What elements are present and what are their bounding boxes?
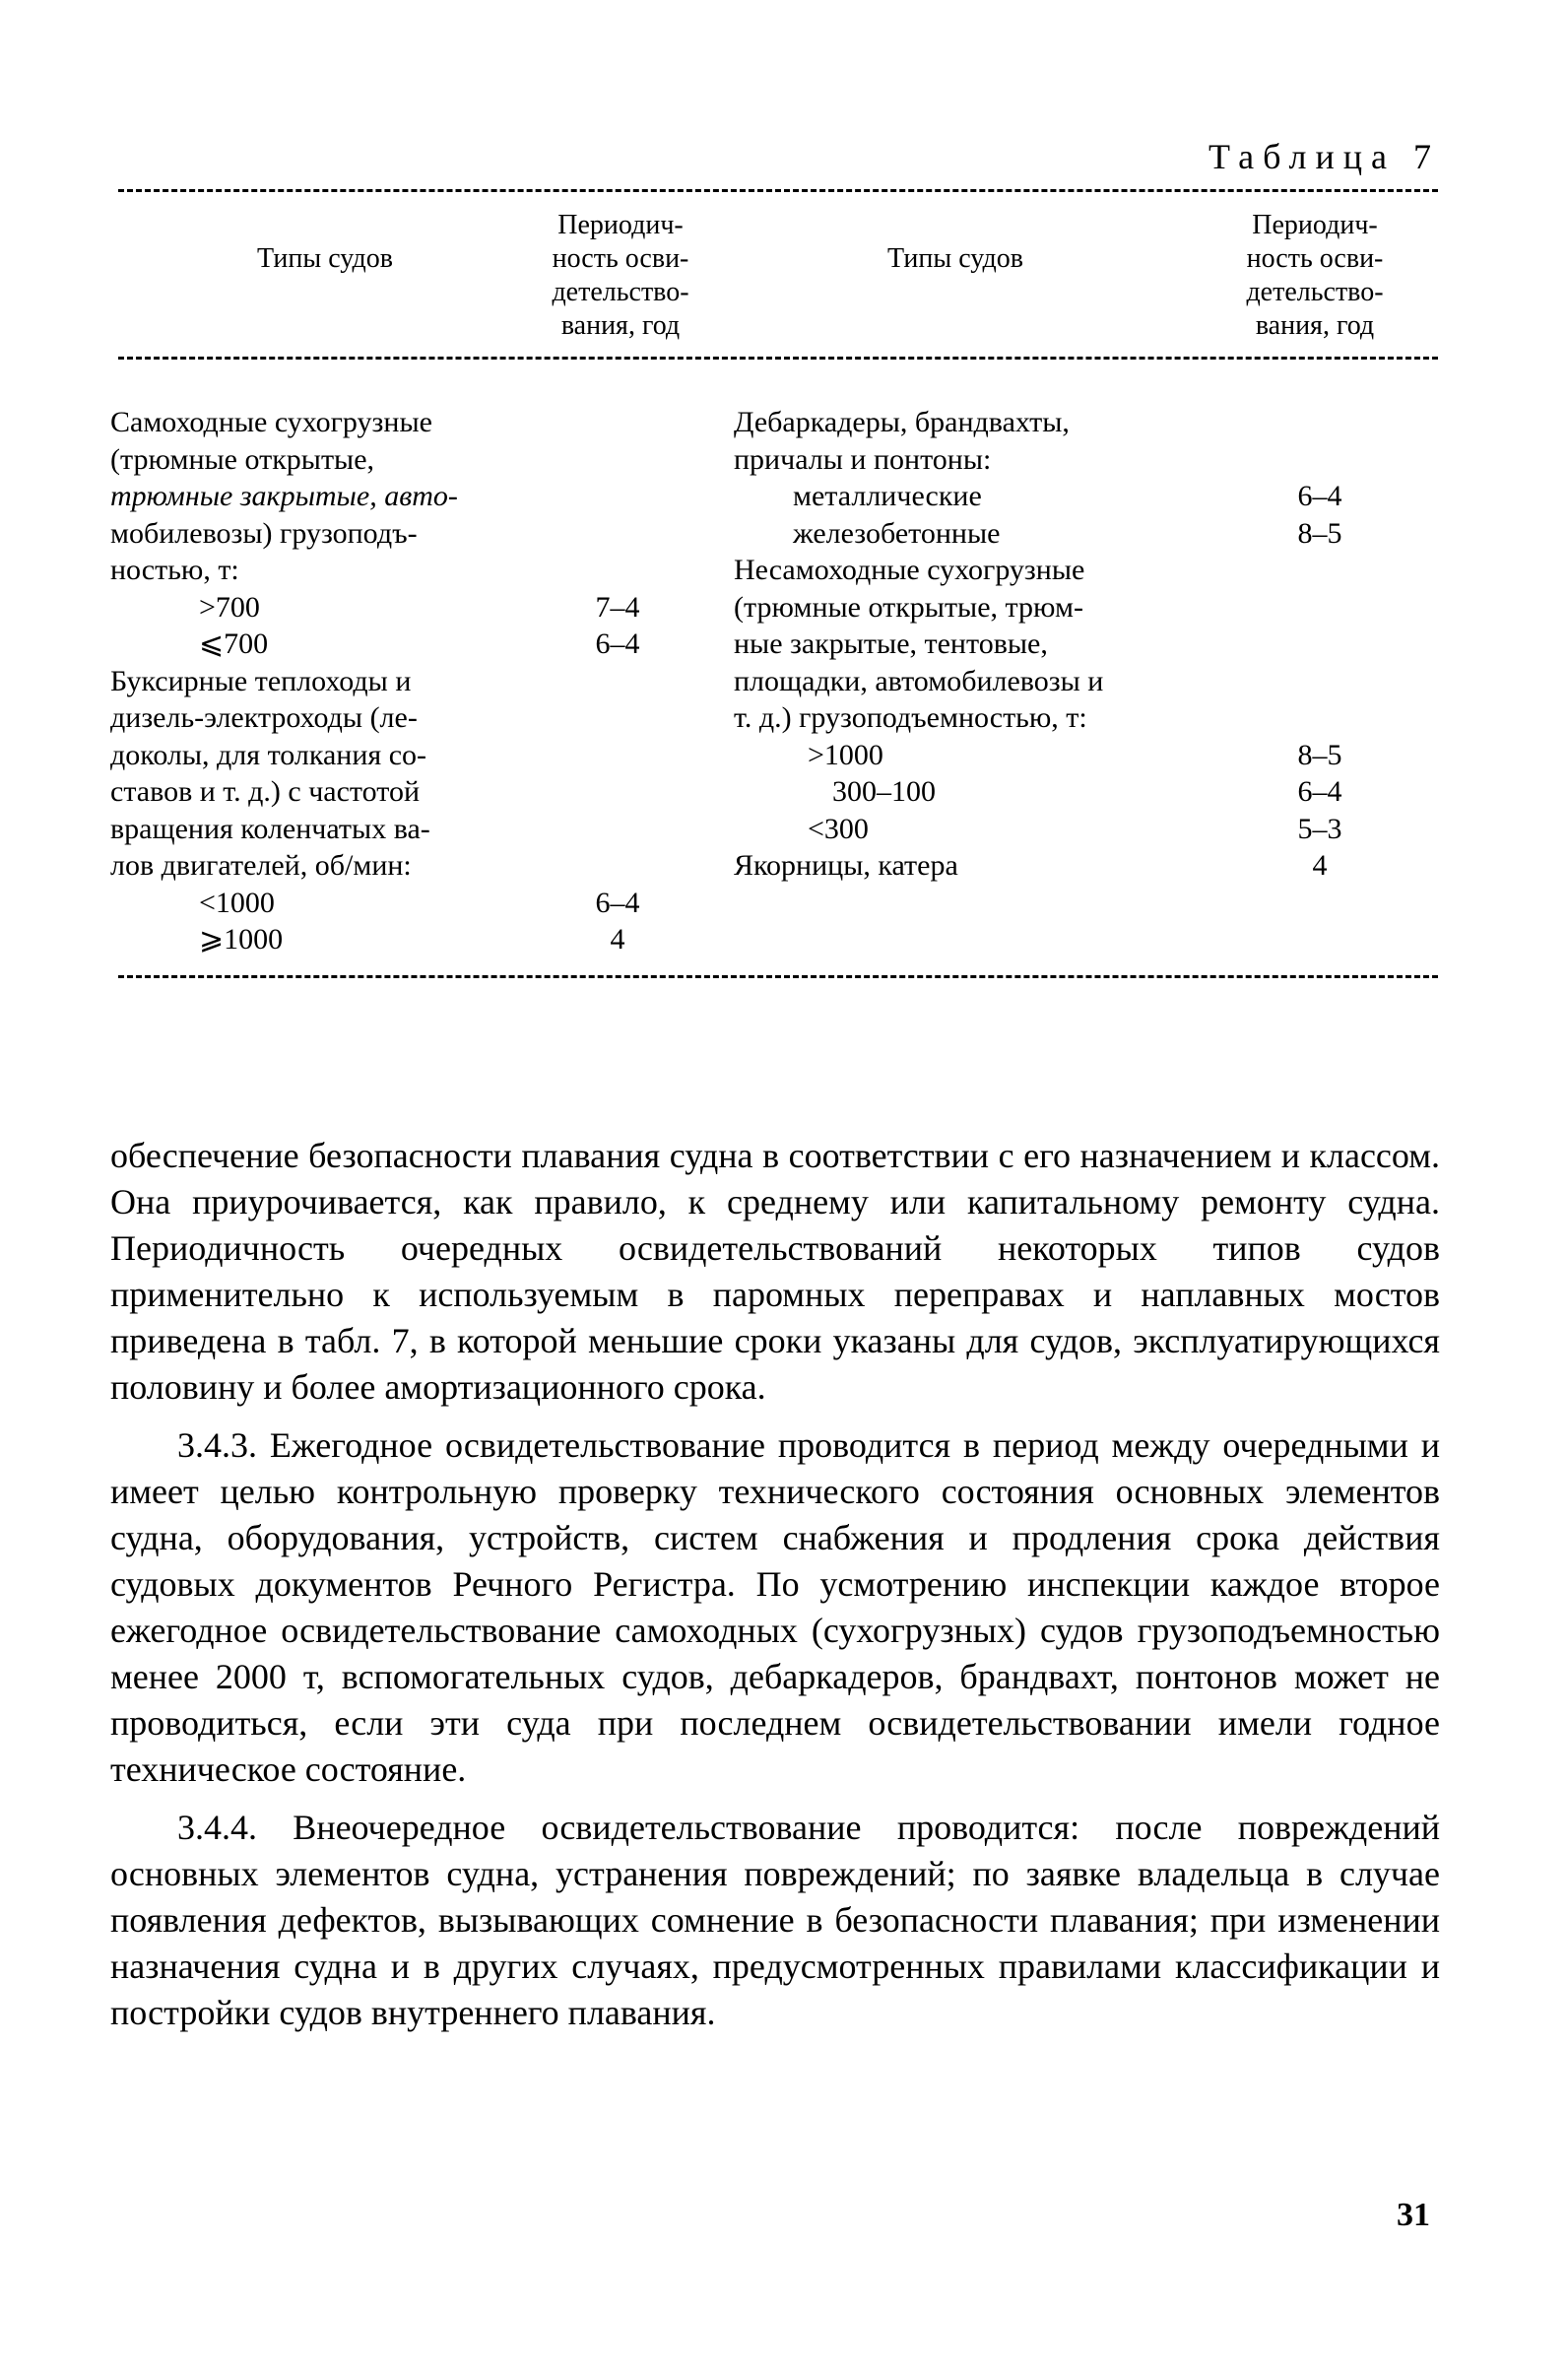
paragraph-3-4-4: 3.4.4. Внеочередное освидетельствование проводится: после повреждений основных элементов судна, устранения повреждений; по заявке владельца в случае появления дефектов, вызывающих сомнение в безопасности плавания; при изменении назначения судна и в других случаях, предусмотренных правилами классификации и постройки судов внутреннего плавания. <box>110 1808 1440 2032</box>
table-row-type: <300 <box>808 812 869 845</box>
table-row-periodicity <box>554 737 682 774</box>
table-row-periodicity <box>1261 699 1379 737</box>
table-right-types-column <box>734 404 1246 885</box>
table-row-periodicity: 5–3 <box>1297 812 1342 845</box>
header-periodicity-left: Периодич- ность осви- детельство- вания, год <box>552 210 689 341</box>
table-row-type: Буксирные теплоходы и <box>110 664 412 697</box>
table-row-type: Якорницы, катера <box>734 849 958 882</box>
table-row-type: доколы, для толкания со- <box>110 738 427 771</box>
header-types-left: Типы судов <box>257 243 393 274</box>
header-types-right: Типы судов <box>887 243 1023 274</box>
table-left-types-column <box>110 404 573 958</box>
table-row-type: >700 <box>199 590 260 624</box>
table-row-type: Дебаркадеры, брандвахты, <box>734 406 1070 438</box>
table-row-type: ные закрытые, тентовые, <box>734 627 1048 660</box>
table-row-periodicity: 6–4 <box>1297 775 1342 808</box>
table-row-type: вращения коленчатых ва- <box>110 812 430 845</box>
table-left-values-column <box>554 404 682 958</box>
table-row-type: дизель-электроходы (ле- <box>110 701 418 734</box>
table-row-periodicity: 8–5 <box>1297 516 1342 550</box>
table-row-periodicity: 6–4 <box>595 627 640 660</box>
table-row-type: т. д.) грузоподъемностью, т: <box>734 701 1087 734</box>
table-row-periodicity <box>1261 663 1379 700</box>
table-row-periodicity <box>554 441 682 479</box>
table-bottom-rule <box>118 975 1438 978</box>
table-row-type: лов двигателей, об/мин: <box>110 849 412 882</box>
table-row-type: причалы и понтоны: <box>734 442 992 476</box>
table-row-periodicity <box>554 478 682 515</box>
table-row-periodicity <box>554 515 682 553</box>
table-row-periodicity <box>1261 552 1379 589</box>
table-row-type: Самоходные сухогрузные <box>110 406 432 438</box>
table-title: Таблица 7 <box>1209 137 1440 176</box>
table-row-periodicity: 8–5 <box>1297 738 1342 771</box>
table-row-periodicity <box>554 699 682 737</box>
table-row-periodicity <box>1261 441 1379 479</box>
table-row-periodicity <box>1261 589 1379 627</box>
table-row-type: ностью, т: <box>110 554 239 586</box>
table-row-periodicity <box>554 552 682 589</box>
table-row-type: металлические <box>793 480 982 512</box>
table-right-values-column <box>1261 404 1379 885</box>
table-row-type: мобилевозы) грузоподъ- <box>110 516 418 550</box>
table-row-periodicity <box>554 847 682 885</box>
table-row-type: площадки, автомобилевозы и <box>734 664 1104 697</box>
body-text <box>110 1133 1440 2036</box>
table-row-type: Несамоходные сухогрузные <box>734 554 1085 586</box>
table-row-type: <1000 <box>199 886 275 919</box>
table-row-periodicity <box>554 404 682 441</box>
table-row-type: железобетонные <box>793 516 1001 550</box>
table-row-type: ставов и т. д.) с частотой <box>110 775 421 808</box>
table-row-type: (трюмные открытые, <box>110 442 375 476</box>
table-top-rule <box>118 189 1438 192</box>
paragraph: обеспечение безопасности плавания судна в соответствии с его назначением и классом. Она приурочивается, как правило, к среднему или капитальному ремонту судна. Периодичность очередных освидетельствований некоторых типов судов применительно к используемым в паромных переправах и наплавных мостов приведена в табл. 7, в которой меньшие сроки указаны для судов, эксплуатирующихся половину и более амортизационного срока. <box>110 1136 1440 1407</box>
table-row-periodicity <box>554 811 682 848</box>
table-row-periodicity: 4 <box>610 923 625 956</box>
table-row-periodicity: 6–4 <box>1297 480 1342 512</box>
table-row-type: 300–100 <box>832 775 936 808</box>
table-header-rule <box>118 357 1438 360</box>
table-row-type: ⩽700 <box>199 627 269 660</box>
table-row-type: >1000 <box>808 738 883 771</box>
table-row-type: трюмные закрытые, авто- <box>110 480 458 512</box>
table-row-periodicity: 6–4 <box>595 886 640 919</box>
table-row-periodicity <box>554 773 682 811</box>
table-row-periodicity <box>554 663 682 700</box>
paragraph-3-4-3: 3.4.3. Ежегодное освидетельствование проводится в период между очередными и имеет целью контрольную проверку технического состояния основных элементов судна, оборудования, устройств, систем снабжения и продления срока действия судовых документов Речного Регистра. По усмотрению инспекции каждое второе ежегодное освидетельствование самоходных (сухогрузных) судов грузоподъемностью менее 2000 т, вспомогательных судов, дебаркадеров, брандвахт, понтонов может не проводиться, если эти суда при последнем освидетельствовании имели годное техническое состояние. <box>110 1425 1440 1789</box>
table-row-periodicity <box>1261 626 1379 663</box>
table-row-periodicity: 7–4 <box>595 590 640 624</box>
page-number: 31 <box>1397 2197 1430 2233</box>
table-row-periodicity: 4 <box>1312 849 1328 882</box>
header-periodicity-right: Периодич- ность осви- детельство- вания, год <box>1246 210 1384 341</box>
table-row-type: ⩾1000 <box>199 923 284 956</box>
table-row-type: (трюмные открытые, трюм- <box>734 590 1083 624</box>
table-row-periodicity <box>1261 404 1379 441</box>
